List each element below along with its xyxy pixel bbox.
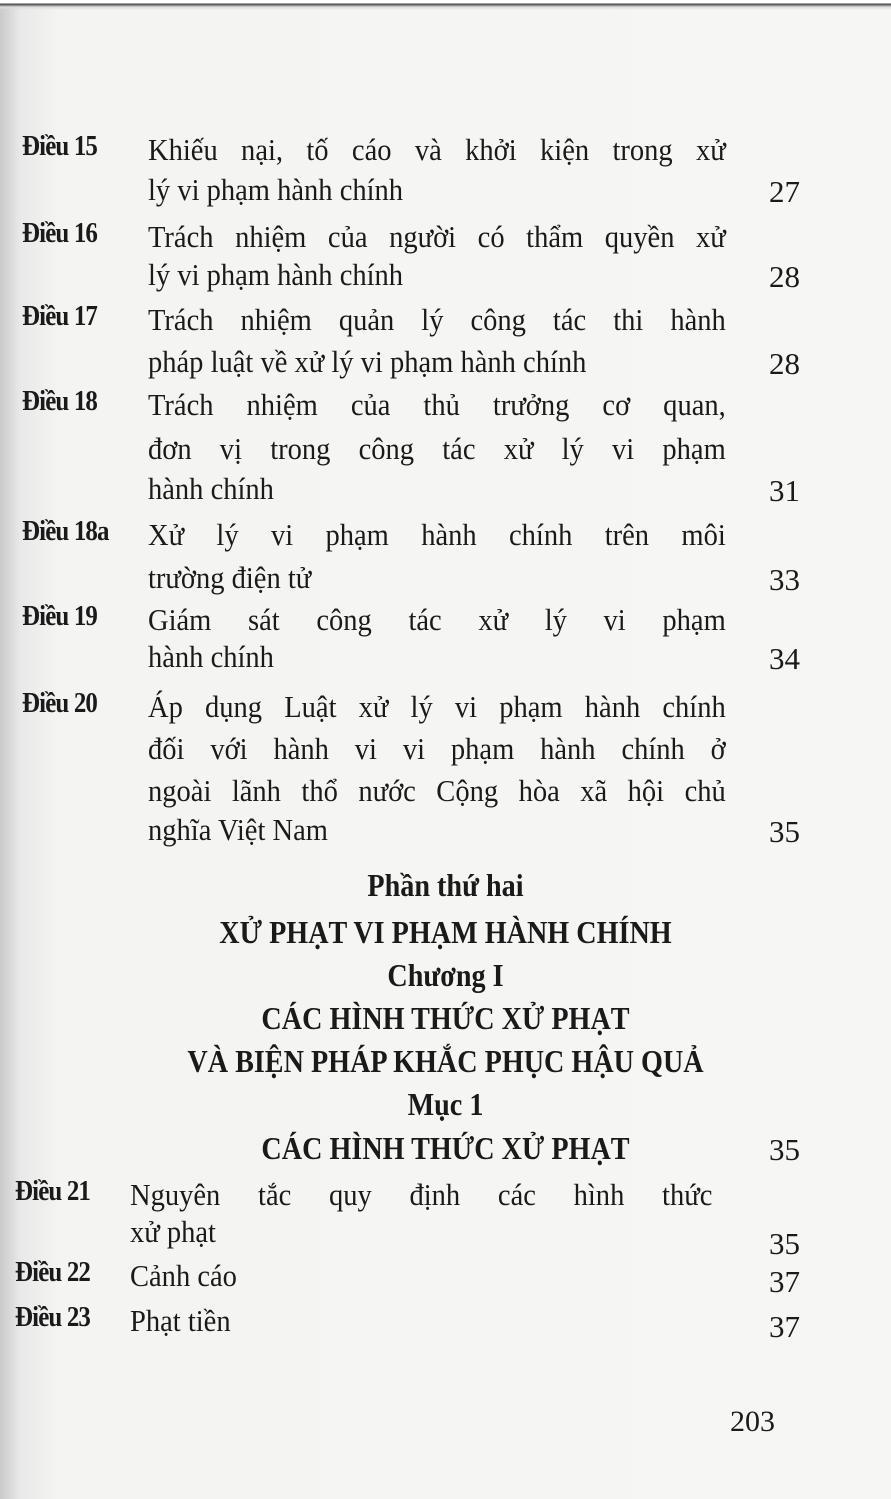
entry-page: 37	[769, 1309, 800, 1344]
entry-label: Điều 22	[15, 1256, 91, 1288]
entry-title-line: Trách nhiệm quản lý công tác thi hành	[148, 302, 726, 337]
entry-page: 37	[769, 1264, 800, 1299]
section-heading: Chương I	[387, 957, 504, 993]
entry-page: 31	[769, 473, 800, 508]
section-heading: VÀ BIỆN PHÁP KHẮC PHỤC HẬU QUẢ	[187, 1043, 704, 1079]
page-edge	[0, 0, 891, 10]
entry-title-line: Cảnh cáo	[130, 1258, 237, 1293]
section-heading: Mục 1	[407, 1086, 484, 1122]
entry-title-line: Xử lý vi phạm hành chính trên môi	[148, 517, 726, 552]
entry-label: Điều 19	[22, 600, 98, 632]
page-number: 203	[730, 1405, 775, 1438]
entry-label: Điều 18	[22, 385, 98, 417]
entry-title-line: hành chính	[148, 471, 274, 506]
section-heading: CÁC HÌNH THỨC XỬ PHẠT	[261, 1000, 630, 1036]
entry-title-line: lý vi phạm hành chính	[148, 257, 404, 292]
entry-page: 35	[769, 1226, 800, 1261]
entry-title-line: trường điện tử	[148, 560, 312, 595]
entry-title-line: Trách nhiệm của thủ trưởng cơ quan,	[148, 387, 726, 422]
entry-page: 34	[769, 641, 800, 676]
entry-label: Điều 23	[15, 1301, 91, 1333]
heading-page: 35	[769, 1132, 800, 1167]
entry-title-line: Phạt tiền	[130, 1303, 231, 1338]
entry-label: Điều 17	[22, 300, 98, 332]
entry-title-line: Giám sát công tác xử lý vi phạm	[148, 602, 726, 637]
entry-title-line: Áp dụng Luật xử lý vi phạm hành chính	[148, 689, 726, 724]
entry-title-line: lý vi phạm hành chính	[148, 172, 404, 207]
entry-page: 27	[769, 174, 800, 209]
entry-label: Điều 15	[22, 130, 98, 162]
section-heading: Phần thứ hai	[367, 867, 524, 903]
entry-page: 28	[769, 259, 800, 294]
entry-title-line: Nguyên tắc quy định các hình thức	[130, 1177, 713, 1212]
entry-page: 35	[769, 814, 800, 849]
entry-label: Điều 21	[15, 1175, 91, 1207]
entry-title-line: Khiếu nại, tố cáo và khởi kiện trong xử	[148, 132, 726, 167]
entry-title-line: đối với hành vi vi phạm hành chính ở	[148, 731, 726, 766]
entry-label: Điều 18a	[22, 515, 109, 547]
section-heading: XỬ PHẠT VI PHẠM HÀNH CHÍNH	[219, 914, 672, 950]
entry-title-line: pháp luật về xử lý vi phạm hành chính	[148, 344, 587, 379]
entry-title-line: đơn vị trong công tác xử lý vi phạm	[148, 431, 726, 466]
entry-title-line: hành chính	[148, 639, 274, 674]
section-heading: CÁC HÌNH THỨC XỬ PHẠT	[261, 1130, 630, 1166]
entry-label: Điều 20	[22, 687, 98, 719]
entry-page: 28	[769, 346, 800, 381]
entry-title-line: Trách nhiệm của người có thẩm quyền xử	[148, 219, 726, 254]
entry-page: 33	[769, 562, 800, 597]
entry-title-line: ngoài lãnh thổ nước Cộng hòa xã hội chủ	[148, 773, 726, 808]
entry-title-line: nghĩa Việt Nam	[148, 812, 328, 847]
entry-title-line: xử phạt	[130, 1214, 216, 1249]
entry-label: Điều 16	[22, 217, 98, 249]
